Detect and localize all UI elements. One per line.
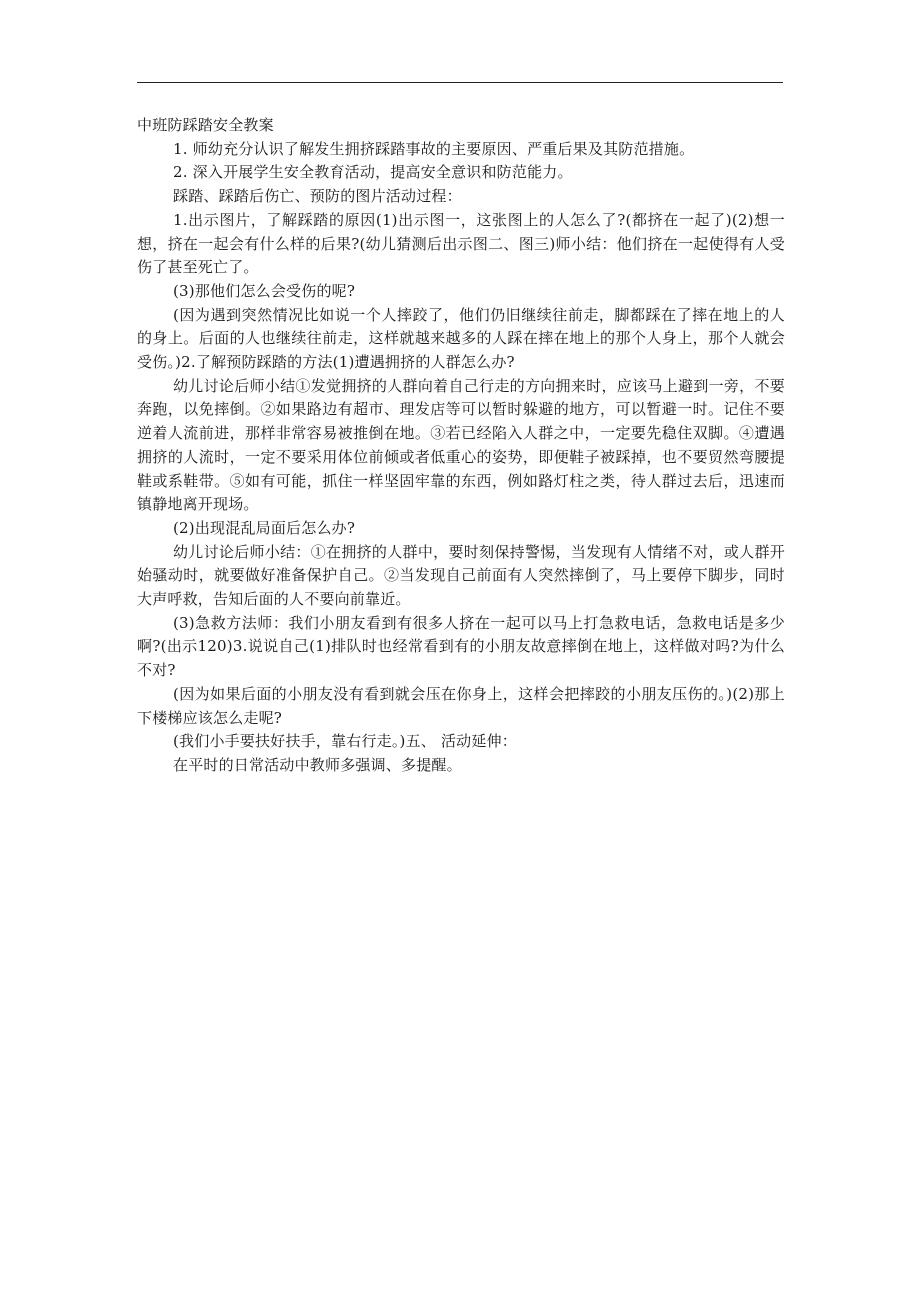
paragraph-6: (因为遇到突然情况比如说一个人摔跤了，他们仍旧继续往前走，脚都踩在了摔在地上的人的身上。后面的人也继续往前走，这样就越来越多的人踩在摔在地上的那个人身上，那个人就会受伤。)2.了解预防踩踏的方法(1)遭遇拥挤的人群怎么办? — [137, 305, 785, 372]
paragraph-10: (3)急救方法师：我们小朋友看到有很多人挤在一起可以马上打急救电话，急救电话是多少啊?(出示120)3.说说自己(1)排队时也经常看到有的小朋友故意摔倒在地上，这样做对吗?为什么不对? — [137, 613, 785, 680]
document-title: 中班防踩踏安全教案 — [137, 116, 274, 134]
header-rule — [137, 82, 783, 83]
paragraph-3: 踩踏、踩踏后伤亡、预防的图片活动过程： — [173, 187, 462, 206]
paragraph-7: 幼儿讨论后师小结①发觉拥挤的人群向着自己行走的方向拥来时，应该马上避到一旁，不要奔跑，以免摔倒。②如果路边有超市、理发店等可以暂时躲避的地方，可以暂避一时。记住不要逆着人流前进，那样非常容易被推倒在地。③若已经陷入人群之中，一定要先稳住双脚。④遭遇拥挤的人流时，一定不要采用体位前倾或者低重心的姿势，即便鞋子被踩掉，也不要贸然弯腰提鞋或系鞋带。⑤如有可能，抓住一样坚固牢靠的东西，例如路灯柱之类，待人群过去后，迅速而镇静地离开现场。 — [137, 376, 785, 514]
paragraph-11: (因为如果后面的小朋友没有看到就会压在你身上，这样会把摔跤的小朋友压伤的。)(2)那上下楼梯应该怎么走呢? — [137, 684, 785, 727]
paragraph-4: 1.出示图片，了解踩踏的原因(1)出示图一，这张图上的人怎么了?(都挤在一起了)(2)想一想，挤在一起会有什么样的后果?(幼儿猜测后出示图二、图三)师小结：他们挤在一起使得有人受伤了甚至死亡了。 — [137, 210, 785, 277]
paragraph-8: (2)出现混乱局面后怎么办? — [173, 518, 356, 537]
paragraph-9: 幼儿讨论后师小结：①在拥挤的人群中，要时刻保持警惕，当发现有人情绪不对，或人群开始骚动时，就要做好准备保护自己。②当发现自己前面有人突然摔倒了，马上要停下脚步，同时大声呼救，告知后面的人不要向前靠近。 — [137, 542, 785, 609]
paragraph-5: (3)那他们怎么会受伤的呢? — [173, 281, 356, 300]
paragraph-13: 在平时的日常活动中教师多强调、多提醒。 — [173, 755, 462, 774]
paragraph-1: 1. 师幼充分认识了解发生拥挤踩踏事故的主要原因、严重后果及其防范措施。 — [173, 139, 695, 158]
paragraph-2: 2. 深入开展学生安全教育活动，提高安全意识和防范能力。 — [173, 163, 573, 182]
document-body — [137, 114, 785, 778]
paragraph-12: (我们小手要扶好扶手，靠右行走。)五、 活动延伸： — [173, 732, 517, 751]
